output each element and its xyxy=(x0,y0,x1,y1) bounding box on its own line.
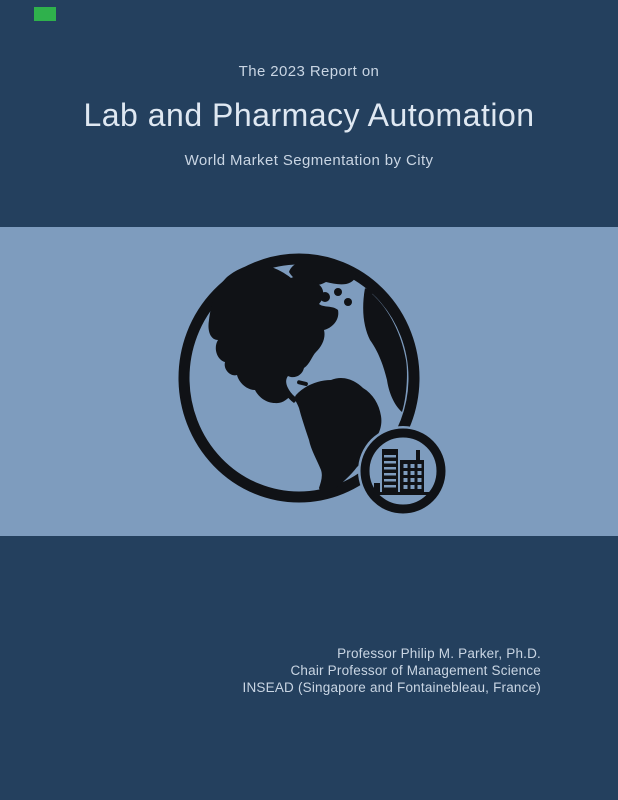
publisher-logo-mark xyxy=(34,7,56,21)
report-pretitle: The 2023 Report on xyxy=(238,63,380,80)
report-subtitle: World Market Segmentation by City xyxy=(184,152,434,169)
author-block xyxy=(243,645,541,696)
author-institution: INSEAD (Singapore and Fontainebleau, France) xyxy=(242,680,541,695)
author-name: Professor Philip M. Parker, Ph.D. xyxy=(337,646,541,661)
office-building-badge-icon xyxy=(357,425,449,517)
author-title: Chair Professor of Management Science xyxy=(290,663,541,678)
report-title: Lab and Pharmacy Automation xyxy=(83,97,535,133)
